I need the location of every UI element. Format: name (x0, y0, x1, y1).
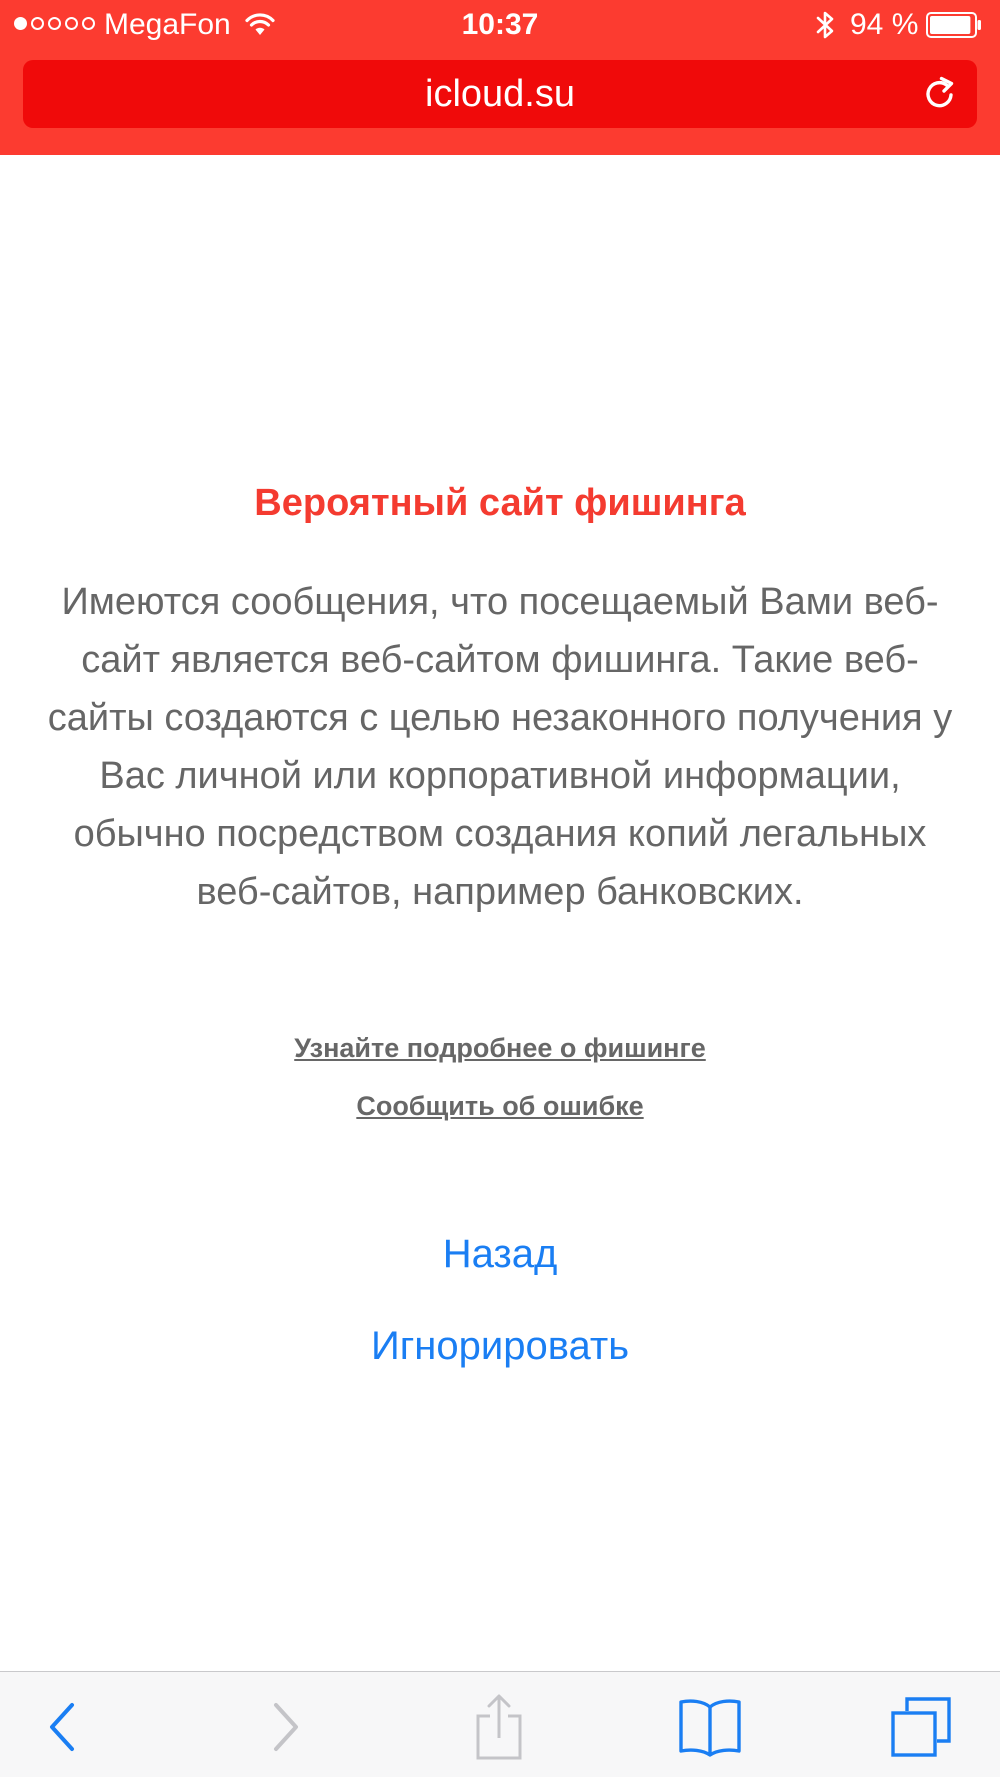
clock: 10:37 (461, 8, 539, 41)
report-error-link[interactable]: Сообщить об ошибке (356, 1091, 644, 1121)
status-bar (0, 0, 1000, 52)
toolbar-back-button[interactable] (28, 1692, 98, 1762)
battery-percentage: 94 % (850, 8, 919, 41)
url-text[interactable]: icloud.su (425, 73, 575, 115)
toolbar-bookmarks-button[interactable] (675, 1692, 745, 1762)
back-button[interactable]: Назад (442, 1232, 558, 1276)
bottom-toolbar (0, 1671, 1000, 1777)
ignore-button[interactable]: Игнорировать (370, 1324, 630, 1368)
toolbar-forward-button[interactable] (250, 1692, 320, 1762)
carrier-name: MegaFon (104, 8, 231, 41)
bookmarks-icon (677, 1697, 743, 1757)
warning-description: Имеются сообщения, что посещаемый Вами веб-сайт является веб-сайтом фишинга. Такие веб-сайты создаются с целью незаконного получения у Вас личной или корпоративной информации, обычно посредством создания копий легальных веб-сайтов, например банковских. (47, 581, 953, 913)
toolbar-share-button[interactable] (464, 1692, 534, 1762)
address-bar[interactable] (23, 60, 977, 128)
reload-icon[interactable] (921, 75, 959, 113)
learn-more-phishing-link[interactable]: Узнайте подробнее о фишинге (294, 1033, 706, 1063)
back-arrow-icon (43, 1699, 83, 1755)
forward-arrow-icon (265, 1699, 305, 1755)
top-bar (0, 0, 1000, 155)
tabs-icon (890, 1696, 952, 1758)
share-icon (474, 1692, 524, 1762)
toolbar-tabs-button[interactable] (886, 1692, 956, 1762)
warning-title: Вероятный сайт фишинга (254, 482, 746, 524)
bluetooth-icon (812, 9, 838, 41)
battery-icon (926, 12, 982, 38)
